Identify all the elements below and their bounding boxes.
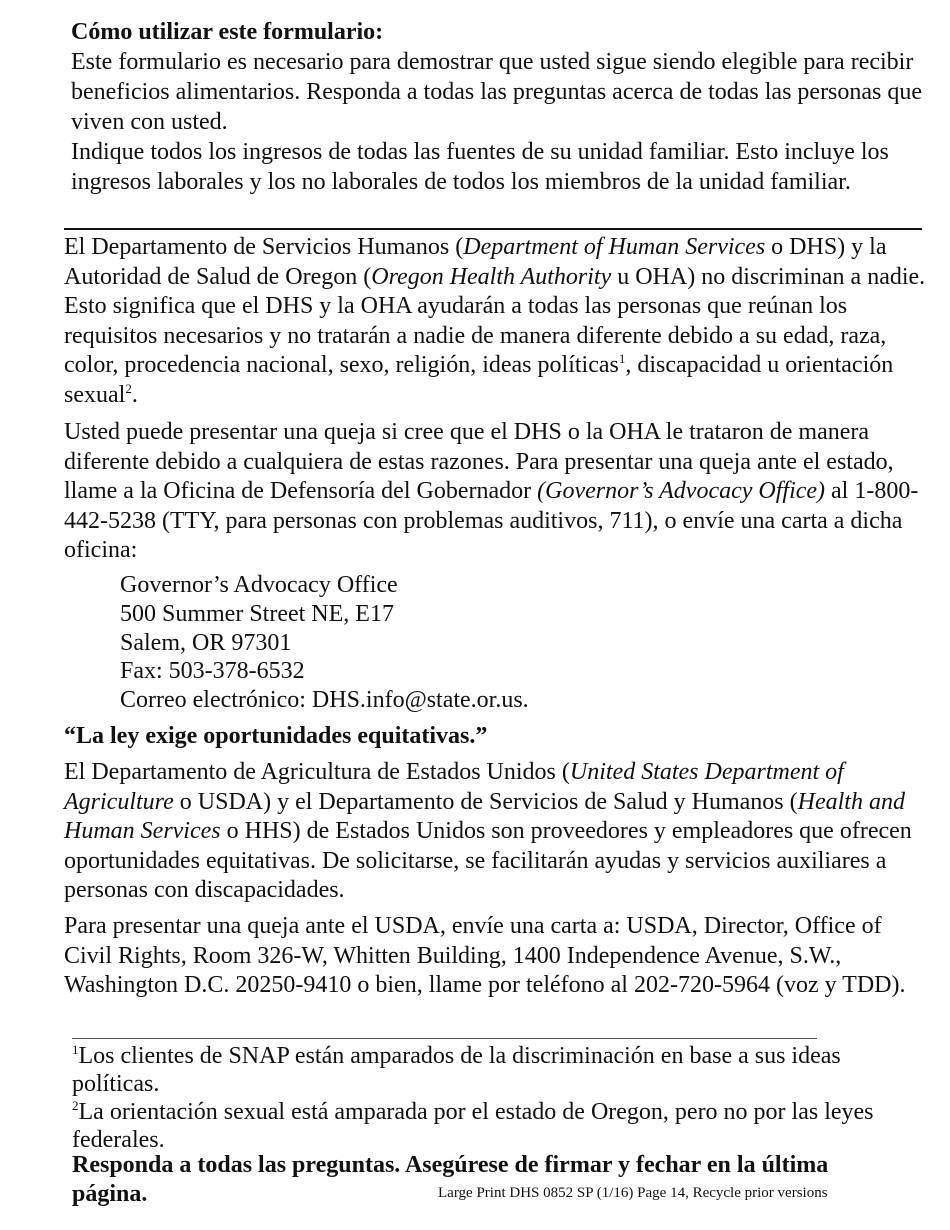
complaint-text-1: Usted puede presentar una queja si cree que el DHS o la OHA le trataron de manera diferente debido a cualquiera de estas razones. Para presentar una queja ante el estado, llame a la Oficina de Defensoría del Gobernador (64, 419, 894, 504)
nondisc-text-4: , discapacidad u orientación sexual (64, 352, 894, 408)
section-divider (64, 228, 922, 230)
footnotes (72, 1042, 932, 1154)
footnote-1-mark: 1 (72, 1042, 79, 1057)
advocacy-office-address (120, 571, 820, 715)
footnote-ref-2: 2 (125, 380, 132, 396)
usda-section (64, 758, 934, 906)
usda-complaint-paragraph: Para presentar una queja ante el USDA, envíe una carta a: USDA, Director, Office of Civil Rights, Room 326-W, Whitten Building, 1400 Independence Avenue, S.W., Washington D.C. 20250-9410 o bien, llame por teléfono al 202-720-5964 (voz y TDD). (64, 913, 906, 998)
nondisc-text-1: El Departamento de Servicios Humanos ( (64, 234, 464, 260)
form-identifier: Large Print DHS 0852 SP (1/16) Page 14, Recycle prior versions (438, 1185, 828, 1201)
how-to-heading: Cómo utilizar este formulario: (71, 19, 384, 45)
address-email: Correo electrónico: DHS.info@state.or.us. (120, 687, 529, 714)
footnote-1 (72, 1042, 932, 1098)
nondisc-text-5: . (131, 381, 138, 408)
nondisc-italic-oha: Oregon Health Authority (371, 263, 612, 290)
how-to-paragraph-1: Este formulario es necesario para demostrar que usted sigue siendo elegible para recibir beneficios alimentarios. Responda a todas las preguntas acerca de todas las personas que viven con usted. (71, 49, 923, 135)
usda-complaint-section (64, 912, 934, 1001)
footnote-2 (72, 1098, 932, 1154)
nondisc-text-3: u OHA) no discriminan a nadie. Esto significa que el DHS y la OHA ayudarán a todas las personas que reúnan los requisitos necesarios y no tratarán a nadie de manera diferente debido a su edad, raza, color, procedencia nacional, sexo, religión, ideas políticas (64, 263, 926, 378)
footnote-divider (72, 1038, 817, 1039)
quote-text: “La ley exige oportunidades equitativas.” (64, 723, 488, 749)
usda-italic-hhs: Health and Human Services (64, 788, 905, 844)
footnote-2-text: La orientación sexual está amparada por el estado de Oregon, pero no por las leyes federales. (72, 1099, 874, 1153)
nondiscrimination-paragraph (64, 233, 934, 410)
complaint-italic-office: (Governor’s Advocacy Office) (537, 478, 826, 504)
nondiscrimination-section (64, 233, 934, 410)
nondisc-text-2: o DHS) y la Autoridad de Salud de Oregon ( (64, 234, 887, 290)
complaint-section (64, 418, 934, 566)
address-line-2: 500 Summer Street NE, E17 (120, 600, 394, 627)
nondisc-italic-dhs: Department of Human Services (463, 234, 766, 260)
answer-all-text: Responda a todas las preguntas. Asegúrese de firmar y fechar en la última página. (72, 1152, 829, 1207)
footnote-ref-1: 1 (618, 351, 626, 366)
complaint-text-2: al 1-800-442-5238 (TTY, para personas con problemas auditivos, 711), o envíe una carta a dicha oficina: (64, 478, 919, 563)
how-to-paragraph-2: Indique todos los ingresos de todas las fuentes de su unidad familiar. Esto incluye los ingresos laborales y los no laborales de todos los miembros de la unidad familiar. (71, 139, 889, 195)
address-line-3: Salem, OR 97301 (120, 629, 292, 656)
usda-text-3: o HHS) de Estados Unidos son proveedores y empleadores que ofrecen oportunidades equitativas. De solicitarse, se facilitarán ayudas y servicios auxiliares a personas con discapacidades. (64, 818, 912, 903)
equal-opportunity-quote (64, 722, 924, 752)
footnote-1-text: Los clientes de SNAP están amparados de la discriminación en base a sus ideas políticas. (72, 1043, 841, 1097)
usda-paragraph (64, 758, 934, 906)
usda-text-2: o USDA) y el Departamento de Servicios de Salud y Humanos ( (173, 788, 798, 815)
address-fax: Fax: 503-378-6532 (120, 658, 305, 685)
address-line-1: Governor’s Advocacy Office (120, 572, 398, 598)
usda-text-1: El Departamento de Agricultura de Estados Unidos ( (64, 759, 570, 785)
usda-italic-agency: United States Department of Agriculture (64, 759, 844, 815)
footnote-2-mark: 2 (72, 1098, 79, 1113)
how-to-use-section (71, 17, 931, 197)
complaint-paragraph (64, 418, 934, 566)
